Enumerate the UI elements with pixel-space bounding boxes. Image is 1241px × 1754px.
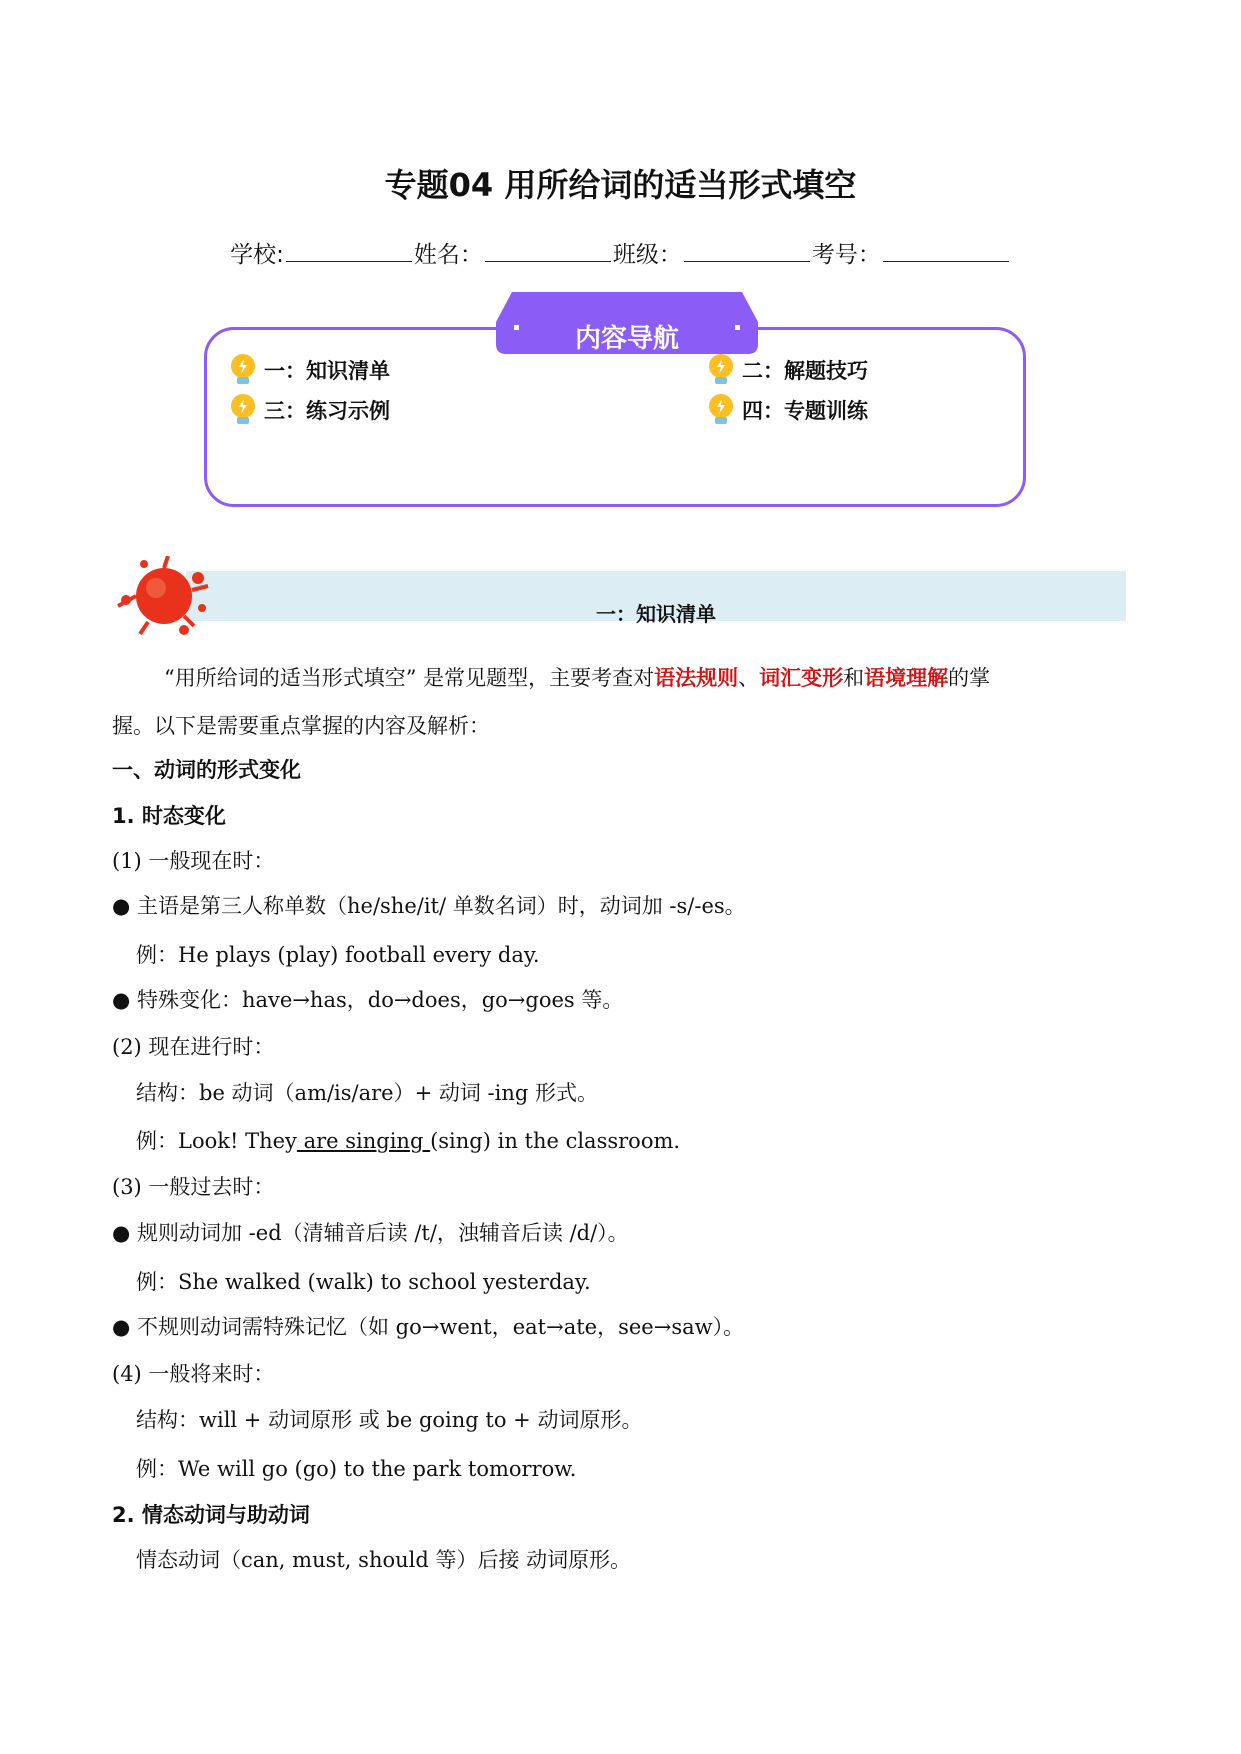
heading-modal: 2. 情态动词与助动词 bbox=[112, 1503, 310, 1527]
tense-4: (4) 一般将来时： bbox=[112, 1362, 275, 1386]
class-blank[interactable] bbox=[684, 241, 810, 262]
structure: 结构：will + 动词原形 或 be going to + 动词原形。 bbox=[136, 1408, 643, 1432]
highlight-grammar: 语法规则 bbox=[654, 666, 739, 690]
lightbulb-icon bbox=[706, 353, 736, 387]
heading-verb-forms: 一、动词的形式变化 bbox=[112, 758, 301, 782]
intro-sep: 、 bbox=[738, 666, 760, 690]
example-text: 例：Look! They bbox=[136, 1129, 297, 1153]
intro-text: 的掌 bbox=[948, 666, 991, 690]
example: 例：She walked (walk) to school yesterday. bbox=[136, 1270, 591, 1294]
structure: 结构：be 动词（am/is/are）+ 动词 -ing 形式。 bbox=[136, 1081, 599, 1105]
nav-item-label: 二：解题技巧 bbox=[742, 359, 868, 383]
nav-item-3[interactable] bbox=[228, 393, 390, 427]
intro-sep: 和 bbox=[843, 666, 865, 690]
nav-item-label: 一：知识清单 bbox=[264, 359, 390, 383]
name-label: 姓名： bbox=[413, 242, 483, 268]
name-blank[interactable] bbox=[485, 241, 611, 262]
class-label: 班级： bbox=[612, 242, 682, 268]
school-blank[interactable] bbox=[286, 241, 412, 262]
lightbulb-icon bbox=[706, 393, 736, 427]
nav-item-label: 三：练习示例 bbox=[264, 399, 390, 423]
bullet-item: ● 规则动词加 -ed（清辅音后读 /t/，浊辅音后读 /d/）。 bbox=[112, 1221, 629, 1245]
student-info-line bbox=[0, 236, 1241, 269]
tense-2: (2) 现在进行时： bbox=[112, 1035, 275, 1059]
example bbox=[136, 1129, 680, 1154]
intro-line-2: 握。以下是需要重点掌握的内容及解析： bbox=[112, 714, 490, 738]
intro-line-1 bbox=[164, 666, 990, 691]
example-answer: are singing bbox=[296, 1129, 431, 1153]
intro-text: “用所给词的适当形式填空” 是常见题型，主要考查对 bbox=[164, 666, 655, 690]
bullet-item: ● 特殊变化：have→has，do→does，go→goes 等。 bbox=[112, 988, 624, 1012]
lightbulb-icon bbox=[228, 393, 258, 427]
modal-rule: 情态动词（can, must, should 等）后接 动词原形。 bbox=[136, 1548, 632, 1572]
tense-1: (1) 一般现在时： bbox=[112, 849, 275, 873]
highlight-context: 语境理解 bbox=[864, 666, 949, 690]
school-label: 学校: bbox=[230, 242, 284, 268]
tense-3: (3) 一般过去时： bbox=[112, 1175, 275, 1199]
exam-no-blank[interactable] bbox=[883, 241, 1009, 262]
page-title: 专题04 用所给词的适当形式填空 bbox=[384, 166, 857, 204]
example: 例：We will go (go) to the park tomorrow. bbox=[136, 1457, 577, 1481]
nav-title: 内容导航 bbox=[574, 324, 679, 354]
section-title: 一：知识清单 bbox=[596, 602, 716, 626]
nav-item-1[interactable] bbox=[228, 353, 390, 387]
bullet-item: ● 不规则动词需特殊记忆（如 go→went，eat→ate，see→saw）。 bbox=[112, 1315, 745, 1339]
nav-item-4[interactable] bbox=[706, 393, 868, 427]
heading-tense: 1. 时态变化 bbox=[112, 804, 226, 828]
example: 例：He plays (play) football every day. bbox=[136, 943, 540, 967]
nav-item-2[interactable] bbox=[706, 353, 868, 387]
exam-no-label: 考号： bbox=[811, 242, 881, 268]
bullet-item: ● 主语是第三人称单数（he/she/it/ 单数名词）时，动词加 -s/-es。 bbox=[112, 894, 746, 918]
highlight-vocab: 词汇变形 bbox=[759, 666, 844, 690]
example-text: (sing) in the classroom. bbox=[430, 1129, 681, 1153]
nav-item-label: 四：专题训练 bbox=[742, 399, 868, 423]
lightbulb-icon bbox=[228, 353, 258, 387]
